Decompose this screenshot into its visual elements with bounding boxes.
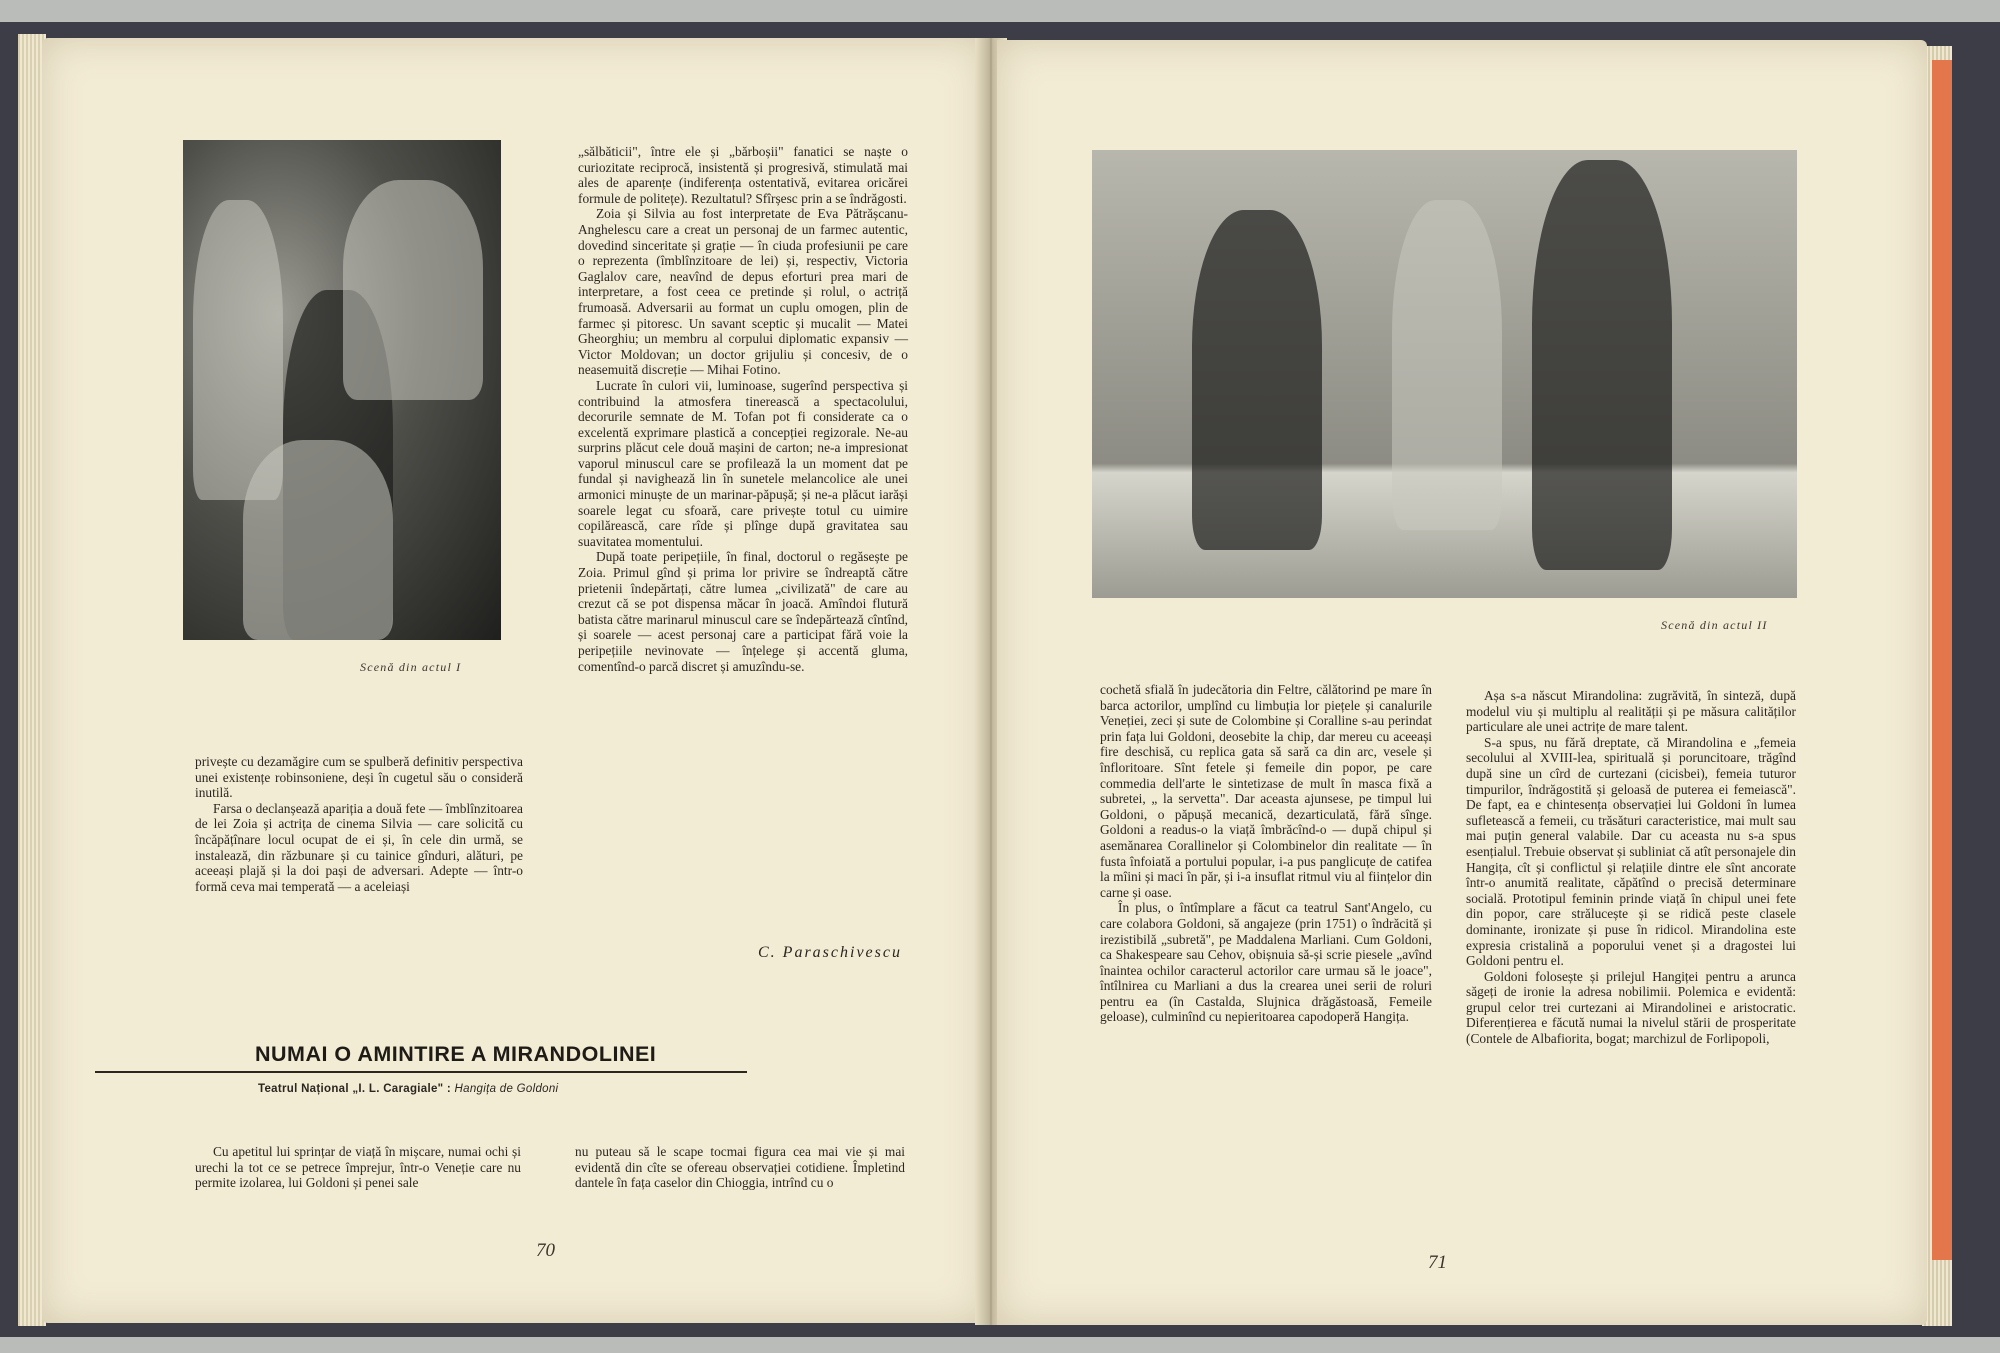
right-column-2: [1466, 688, 1796, 1047]
photo-figure: [1532, 160, 1672, 570]
photo-scene-act-2: [1092, 150, 1797, 598]
paragraph: Cu apetitul lui sprințar de viață în mișcare, numai ochi și urechi la tot ce se petrece împrejur, într-o Veneție care nu permite izolarea, lui Goldoni și penei sale: [195, 1144, 521, 1191]
bookmark-ribbon: [1932, 60, 1952, 1260]
paragraph: După toate peripețiile, în final, doctorul o regăsește pe Zoia. Primul gînd și prima lor privire se îndreaptă către prietenii îndepărtați, către lumea „civilizată" de care au crezut că se pot dispensa măcar în joacă. Amîndoi flutură batista către marinarul minuscul care se îndepărtează cîntînd, și soarele — acest personaj care a participat fără voie la peripețiile nevinovate — înțelege și accentă gluma, comentînd-o parcă discret și amuzîndu-se.: [578, 549, 908, 674]
paragraph: privește cu dezamăgire cum se spulberă definitiv perspectiva unei existențe robinsoniene, deși în cugetul său o consideră inutilă.: [195, 754, 523, 801]
photo-scene-act-1: [183, 140, 501, 640]
title-rule: [95, 1071, 747, 1073]
paragraph: Așa s-a născut Mirandolina: zugrăvită, în sinteză, după modelul viu și multiplu al realității și pe măsura calităților particulare ale unei actrițe de mare talent.: [1466, 688, 1796, 735]
article-column-2: [575, 1144, 905, 1191]
photo-caption-act-1: Scenă din actul I: [360, 660, 462, 674]
page-number-left: 70: [536, 1240, 555, 1261]
paragraph: nu puteau să le scape tocmai figura cea mai vie și mai evidentă din cîte se ofereau observației cotidiene. Împletind dantele în fața caselor din Chioggia, intrînd cu o: [575, 1144, 905, 1191]
subtitle-theatre: Teatrul Național „I. L. Caragiale" :: [258, 1083, 455, 1095]
subtitle-play: Hangița de Goldoni: [454, 1083, 559, 1095]
paragraph: „sălbăticii", între ele și „bărboșii" fanatici se naște o curiozitate reciprocă, insistentă și progresivă, stimulată mai ales de aparențe (indiferența ostentativă, evitarea oricărei formule de politețe). Rezultatul? Sfîrșesc prin a se îndrăgosti.: [578, 144, 908, 206]
left-column-2: [578, 144, 908, 674]
paragraph: În plus, o întîmplare a făcut ca teatrul Sant'Angelo, cu care colabora Goldoni, să angajeze (prin 1751) o îndrăcită și irezistibilă „subretă", pe Maddalena Marliani. Cum Goldoni, ca Shakespeare sau Cehov, obișnuia să-și scrie piesele „avînd înaintea ochilor caracterul actorilor care urmau să le joace", întîlnirea cu Marliani a dus la crearea unei serii de roluri pentru ea (în Castalda, Slujnica drăgăstoasă, Femeile geloase), culminînd cu nepieritoarea capodoperă Hangița.: [1100, 900, 1432, 1025]
photo-figure: [1192, 210, 1322, 550]
article-column-1: [195, 1144, 521, 1191]
paragraph: Goldoni folosește și prilejul Hangiței pentru a arunca săgeți de ironie la adresa nobilimii. Polemica e evidentă: grupul celor trei curtezani ai Mirandolinei e aristocratic. Diferențierea e făcută numai la nivelul stării de prosperitate (Contele de Albafiorita, bogat; marchizul de Forlipopoli,: [1466, 968, 1796, 1047]
page-number-right: 71: [1428, 1252, 1447, 1273]
paragraph: Lucrate în culori vii, luminoase, sugerînd perspectiva și contribuind la atmosfera tinerească a spectacolului, decorurile semnate de M. Tofan pot fi considerate ca o excelentă exprimare plastică a concepției regizorale. Ne-au surprins plăcut cele două mașini de carton; ne-a impresionat vaporul minuscul care se profilează la un moment dat pe fundal și navighează lin în sunetele melancolice ale unei armonici minuște de un marinar-păpușă; și ne-a plăcut iarăși soarele legat cu sfoară, care privește totul cu uimire copilărească, care rîde și plînge după gravitatea sau suavitatea momentului.: [578, 377, 908, 549]
photo-figure: [243, 440, 393, 640]
paragraph: Zoia și Silvia au fost interpretate de Eva Pătrășcanu-Anghelescu care a creat un personaj de un farmec autentic, dovedind sinceritate și grație — în ciuda profesiunii pe care o reprezenta (îmblînzitoare de lei) și, respectiv, Victoria Gaglalov care, neavînd de depus eforturi prea mari de interpretare, a fost ceea ce pretinde și rolul, o actriță frumoasă. Adversarii au format un cuplu omogen, plin de farmec și pitoresc. Un savant sceptic și mucalit — Matei Gheorghiu; un membru al corpului diplomatic expansiv — Victor Moldovan; un doctor grijuliu și concesiv, de o neasemuită discreție — Mihai Fotino.: [578, 206, 908, 378]
author-signature: C. Paraschivescu: [758, 944, 902, 961]
paragraph: cochetă sfială în judecătoria din Feltre, călătorind pe mare în barca actorilor, umplînd cu limbuția lor piețele și canalurile Veneției, zeci și sute de Colombine și Coralline s-au perindat prin fața lui Goldoni, deosebite la chip, dar mereu cu aceeași fire deschisă, cu replica gata să sară ca din arc, vesele și înfloritoare. Sînt fetele și femeile din popor, pe care commedia dell'arte le sintetizase de mult în masca fixă a subretei, „ la servetta". Dar aceasta ajunsese, pe timpul lui Goldoni, o păpușă mecanică, dezarticulată, fără sînge. Goldoni a readus-o la viață îmbrăcînd-o — după chipul și asemănarea Corallinelor și Colombinelor din realitate — în fusta înfoiată a portului popular, i-a pus panglicuțe de catifea la mîini și maci în păr, și i-a insuflat ritmul viu al ființelor din carne și oase.: [1100, 682, 1432, 900]
article-subtitle: [258, 1083, 558, 1095]
photo-caption-act-2: Scenă din actul II: [1661, 618, 1768, 632]
paragraph: Farsa o declanșează apariția a două fete — îmblînzitoarea de lei Zoia și actrița de cinema Silvia — care solicită cu încăpățînare locul ocupat de ei și, în cele din urmă, se instalează, din răzbunare și cu tainice gînduri, alături, pe aceeași plajă și la doi pași de adversari. Adepte — într-o formă ceva mai temperată — a aceleiași: [195, 800, 523, 894]
right-column-1: [1100, 682, 1432, 1025]
article-title: NUMAI O AMINTIRE A MIRANDOLINEI: [255, 1042, 657, 1066]
paragraph: S-a spus, nu fără dreptate, că Mirandolina e „femeia secolului al XVIII-lea, spirituală și poruncitoare, trăgînd după sine un cîrd de curtezani (cicisbei), femeia tuturor timpurilor, îndrăgostită și geloasă de puterea ei femeiască". De fapt, ea e chintesența observației lui Goldoni în lumea sufletească a femeii, cu trăsături caracteristice, mai mult sau mai puțin general valabile. Dar cu aceasta nu s-a spus esențialul. Trebuie observat și subliniat că atît personajele din Hangița, cît și conflictul și relațiile dintre ele sînt ancorate într-o anumită realitate, căpătînd o precisă determinare socială. Prototipul feminin prinde viață în chipul unei fete din popor, care strălucește și se ridică peste clasele dominante, ironizate și puse în ridicol. Mirandolina este expresia cristalină a poporului venet și a dragostei lui Goldoni pentru el.: [1466, 734, 1796, 969]
left-column-1: [195, 754, 523, 894]
photo-figure: [1392, 200, 1502, 530]
photo-figure: [343, 180, 483, 400]
